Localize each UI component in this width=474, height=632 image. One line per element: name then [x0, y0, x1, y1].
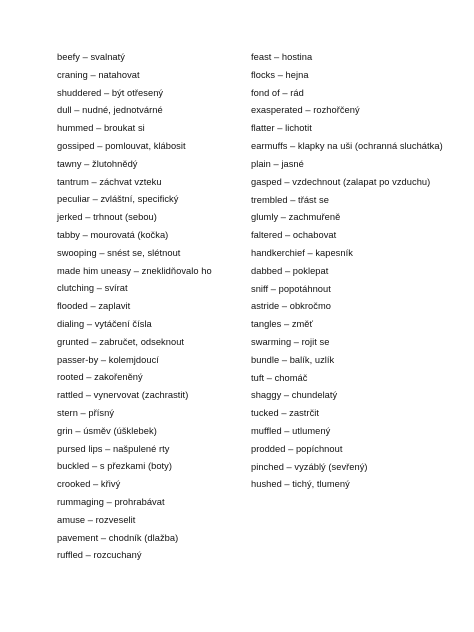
- vocab-entry: pursed lips – našpulené rty: [57, 443, 170, 454]
- vocab-entry: plain – jasné: [251, 159, 304, 170]
- vocab-entry: handkerchief – kapesník: [251, 248, 353, 259]
- vocab-entry: swooping – snést se, slétnout: [57, 247, 181, 258]
- vocab-entry: craning – natahovat: [57, 69, 140, 80]
- vocab-entry: hushed – tichý, tlumený: [251, 479, 350, 490]
- vocab-entry: crooked – křivý: [57, 479, 121, 490]
- vocabulary-list-right: [251, 52, 451, 497]
- vocab-entry: beefy – svalnatý: [57, 52, 125, 62]
- vocab-entry: rummaging – prohrabávat: [57, 496, 165, 507]
- vocab-entry: pinched – vyzáblý (sevřený): [251, 461, 368, 472]
- vocab-entry: gossiped – pomlouvat, klábosit: [57, 140, 186, 151]
- vocab-entry: made him uneasy – zneklidňovalo ho: [57, 265, 212, 276]
- vocab-entry: muffled – utlumený: [251, 426, 331, 437]
- vocab-entry: glumly – zachmuřeně: [251, 212, 341, 223]
- vocab-entry: tabby – mourovatá (kočka): [57, 229, 169, 240]
- vocab-entry: faltered – ochabovat: [251, 230, 337, 241]
- vocab-entry: gasped – vzdechnout (zalapat po vzduchu): [251, 176, 431, 187]
- vocab-entry: jerked – trhnout (sebou): [57, 212, 157, 223]
- vocab-entry: trembled – třást se: [251, 194, 329, 205]
- vocab-entry: flooded – zaplavit: [57, 301, 131, 312]
- vocab-entry: tangles – změť: [251, 319, 314, 330]
- vocab-entry: dialing – vytáčení čísla: [57, 318, 152, 329]
- vocab-entry: rattled – vynervovat (zachrastit): [57, 390, 189, 401]
- vocab-entry: grin – úsměv (úšklebek): [57, 425, 157, 436]
- vocab-entry: stern – přísný: [57, 407, 115, 418]
- vocab-entry: exasperated – rozhořčený: [251, 105, 360, 116]
- vocab-entry: fond of – rád: [251, 87, 304, 98]
- vocab-entry: tucked – zastrčit: [251, 408, 320, 419]
- vocab-entry: flocks – hejna: [251, 69, 309, 80]
- vocab-entry: tantrum – záchvat vzteku: [57, 176, 162, 187]
- vocab-entry: peculiar – zvláštní, specifický: [57, 194, 179, 205]
- vocab-entry: tuft – chomáč: [251, 372, 308, 383]
- vocab-entry: grunted – zabručet, odseknout: [57, 336, 185, 347]
- vocab-entry: prodded – popíchnout: [251, 443, 343, 454]
- vocab-entry: shuddered – být otřesený: [57, 87, 164, 98]
- vocabulary-list-left: [57, 52, 237, 568]
- vocab-entry: flatter – lichotit: [251, 123, 312, 134]
- vocab-entry: amuse – rozveselit: [57, 514, 136, 525]
- vocab-entry: shaggy – chundelatý: [251, 390, 338, 401]
- vocab-entry: ruffled – rozcuchaný: [57, 550, 142, 561]
- vocab-entry: buckled – s přezkami (boty): [57, 461, 173, 472]
- vocab-entry: rooted – zakořeněný: [57, 372, 143, 383]
- vocab-entry: hummed – broukat si: [57, 123, 145, 134]
- vocab-entry: feast – hostina: [251, 52, 313, 62]
- vocab-entry: astride – obkročmo: [251, 301, 331, 312]
- vocab-entry: earmuffs – klapky na uši (ochranná sluchátka): [251, 140, 443, 151]
- vocab-entry: sniff – popotáhnout: [251, 283, 331, 294]
- vocab-entry: pavement – chodník (dlažba): [57, 532, 179, 543]
- vocab-entry: tawny – žlutohnědý: [57, 158, 138, 169]
- vocab-entry: bundle – balík, uzlík: [251, 354, 335, 365]
- vocab-entry: passer-by – kolemjdoucí: [57, 354, 159, 365]
- vocab-entry: dabbed – poklepat: [251, 265, 329, 276]
- vocab-entry: clutching – svírat: [57, 283, 128, 294]
- vocab-entry: dull – nudné, jednotvárné: [57, 105, 163, 116]
- vocab-entry: swarming – rojit se: [251, 337, 330, 348]
